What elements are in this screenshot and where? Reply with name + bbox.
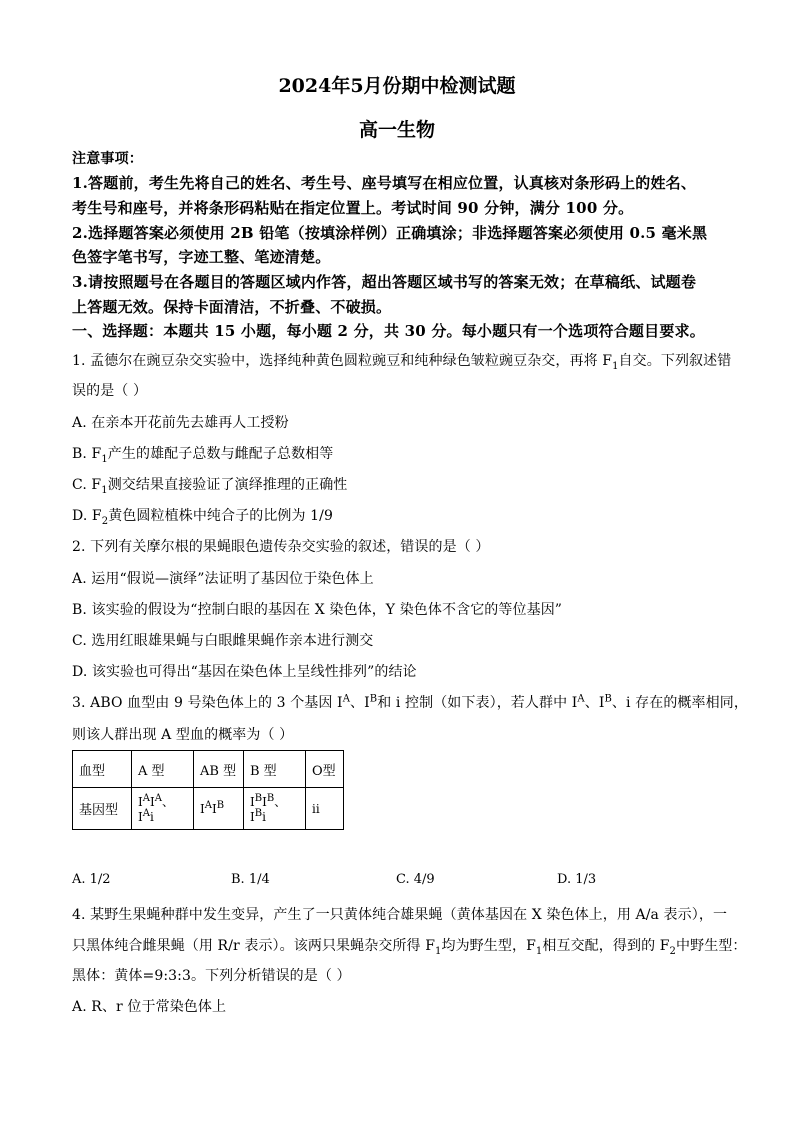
table-cell: O型: [306, 751, 344, 788]
table-cell: 基因型: [73, 788, 132, 830]
q1-option-b: B. $F_1$产生的雄配子总数与雌配子总数相等: [72, 446, 334, 465]
q1-option-a: A. 在亲本开花前先去雄再人工授粉: [72, 415, 289, 431]
table-cell: 血型: [73, 751, 132, 788]
q3-stem-line-2: 则该人群出现 A 型血的概率为（ ）: [72, 727, 294, 743]
q2-option-d: D. 该实验也可得出“基因在染色体上呈线性排列”的结论: [72, 664, 417, 680]
note-1-line-2: 考生号和座号，并将条形码粘贴在指定位置上。考试时间 90 分钟，满分 100 分。: [72, 199, 634, 217]
q4-stem-line-3: 黑体：黄体=9:3:3。下列分析错误的是（ ）: [72, 968, 351, 984]
note-2-line-2: 色签字笔书写，字迹工整、笔迹清楚。: [72, 248, 331, 266]
q3-option-b: B. 1/4: [231, 872, 270, 887]
q1-option-d: D. $F_2$黄色圆粒植株中纯合子的比例为 1/9: [72, 508, 333, 527]
section-1-heading: 一、选择题：本题共 15 小题，每小题 2 分，共 30 分。每小题只有一个选项符合题目要求。: [72, 322, 705, 340]
q1-option-c: C. $F_1$测交结果直接验证了演绎推理的正确性: [72, 477, 348, 496]
notes-heading: 注意事项：: [72, 151, 143, 167]
q3-option-c: C. 4/9: [396, 872, 435, 887]
q4-stem-line-1: 4. 某野生果蝇种群中发生变异，产生了一只黄体纯合雄果蝇（黄体基因在 X 染色体上，用 A/a 表示），一: [72, 907, 728, 923]
q1-stem-line-1: 1. 孟德尔在豌豆杂交实验中，选择纯种黄色圆粒豌豆和纯种绿色皱粒豌豆杂交，再将 $F_1$自交。下列叙述错: [72, 353, 732, 372]
note-2-line-1: 2.选择题答案必须使用 2B 铅笔（按填涂样例）正确填涂；非选择题答案必须使用 0.5 毫米黑: [72, 224, 708, 242]
genotype-o: ii: [306, 788, 344, 830]
q2-option-b: B. 该实验的假设为“控制白眼的基因在 X 染色体，Y 染色体不含它的等位基因”: [72, 602, 563, 618]
blood-type-table: [72, 750, 344, 830]
q2-stem: 2. 下列有关摩尔根的果蝇眼色遗传杂交实验的叙述，错误的是（ ）: [72, 539, 490, 555]
table-cell: B 型: [244, 751, 306, 788]
q1-stem-line-2: 误的是（ ）: [72, 383, 148, 399]
q2-option-a: A. 运用“假说—演绎”法证明了基因位于染色体上: [72, 571, 374, 587]
q3-option-a: A. 1/2: [72, 872, 111, 887]
table-row: [73, 788, 344, 830]
note-1-line-1: 1.答题前，考生先将自己的姓名、考生号、座号填写在相应位置，认真核对条形码上的姓名、: [72, 174, 697, 192]
exam-title: 2024年5月份期中检测试题: [278, 75, 516, 97]
q3-option-d: D. 1/3: [557, 872, 597, 887]
q4-stem-line-2: 只黑体纯合雌果蝇（用 R/r 表示）。该两只果蝇杂交所得 $F_1$均为野生型，$F_1$相互交配，得到的 $F_2$中野生型：: [72, 938, 747, 957]
table-row: [73, 751, 344, 788]
exam-subject: 高一生物: [358, 119, 435, 141]
table-cell: A 型: [132, 751, 194, 788]
q3-stem-line-1: 3. ABO 血型由 9 号染色体上的 3 个基因 $I^A$、$I^B$和 i 控制（如下表），若人群中 $I^A$、$I^B$、i 存在的概率相同，: [72, 693, 748, 711]
q2-option-c: C. 选用红眼雄果蝇与白眼雌果蝇作亲本进行测交: [72, 633, 374, 649]
note-3-line-2: 上答题无效。保持卡面清洁，不折叠、不破损。: [72, 298, 392, 316]
q4-option-a: A. R、r 位于常染色体上: [72, 999, 227, 1015]
genotype-a: $I^AI^A$、$I^Ai$: [132, 788, 194, 830]
genotype-ab: $I^AI^B$: [194, 788, 244, 830]
genotype-b: $I^BI^B$、$I^Bi$: [244, 788, 306, 830]
table-cell: AB 型: [194, 751, 244, 788]
note-3-line-1: 3.请按照题号在各题目的答题区域内作答，超出答题区域书写的答案无效；在草稿纸、试题卷: [72, 273, 697, 291]
